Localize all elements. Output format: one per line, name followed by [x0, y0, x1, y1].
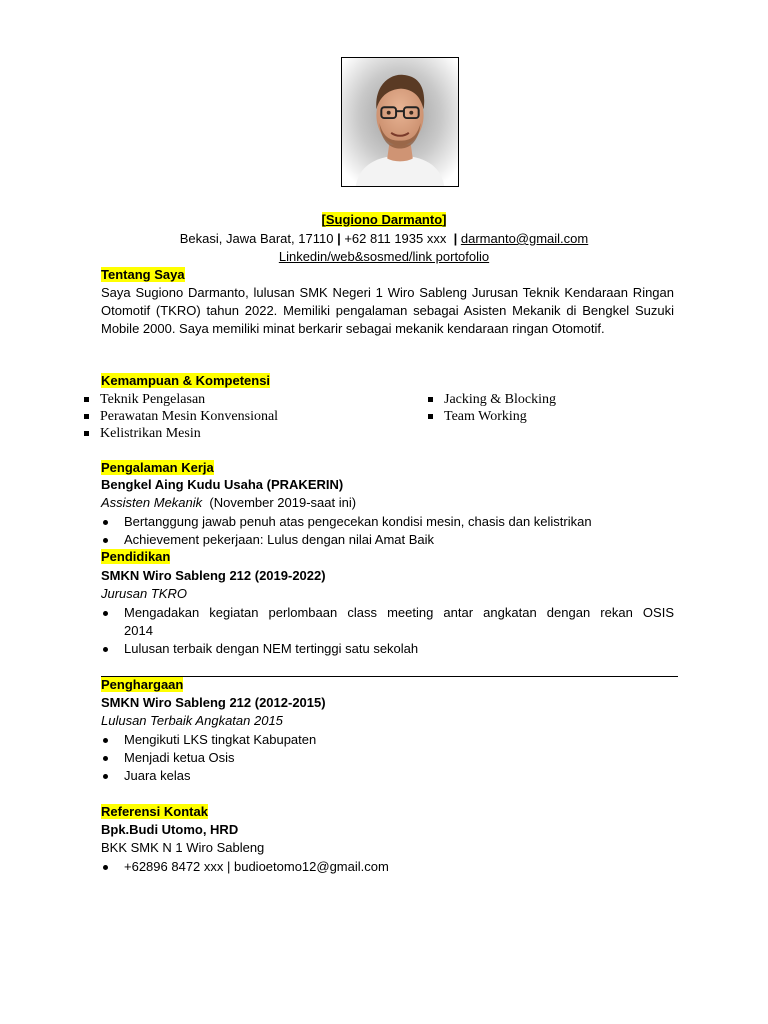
bullet-icon: [103, 520, 108, 525]
separator: |: [337, 231, 341, 246]
list-item-text: Menjadi ketua Osis: [124, 750, 235, 765]
square-bullet-icon: [428, 414, 433, 419]
bullet-icon: [103, 611, 108, 616]
skill-label: Kelistrikan Mesin: [100, 426, 201, 441]
reference-heading: [101, 804, 208, 819]
skill-label: Team Working: [444, 409, 527, 424]
skill-item: [84, 391, 278, 408]
reference-contact: +62896 8472 xxx | budioetomo12@gmail.com: [124, 859, 389, 874]
skills-left-list: [84, 391, 278, 442]
skill-item: [428, 391, 556, 408]
list-item: [101, 767, 316, 785]
reference-heading-text: Referensi Kontak: [101, 804, 208, 819]
location-text: Bekasi, Jawa Barat, 17110: [179, 231, 334, 246]
about-text: Saya Sugiono Darmanto, lulusan SMK Negeri 1 Wiro Sableng Jurusan Teknik Kendaraan Ringan Otomotif (TKRO) tahun 2022. Memiliki pengalaman sebagai Asisten Mekanik di Bengkel Suzuki Mobile 2000. Saya memiliki minat berkarir sebagai mekanik kendaraan ringan Otomotif.: [101, 285, 674, 336]
list-item-text: Achievement pekerjaan: Lulus dengan nilai Amat Baik: [124, 532, 435, 547]
square-bullet-icon: [84, 414, 89, 419]
skill-item: [84, 425, 278, 442]
portfolio-link[interactable]: Linkedin/web&sosmed/link portofolio: [278, 249, 490, 264]
skill-item: [84, 408, 278, 425]
list-item: [101, 604, 674, 640]
bracket-close: ]: [442, 212, 447, 227]
skills-right-list: [428, 391, 556, 425]
bracket-open: [: [321, 212, 326, 227]
bullet-icon: [103, 538, 108, 543]
experience-heading: [101, 460, 214, 475]
candidate-name: [0, 212, 768, 227]
list-item: [101, 513, 592, 531]
experience-heading-text: Pengalaman Kerja: [101, 460, 214, 475]
skills-heading-text: Kemampuan & Kompetensi: [101, 373, 271, 388]
education-heading: [101, 549, 170, 564]
skill-label: Perawatan Mesin Konvensional: [100, 409, 279, 424]
contact-line: [0, 231, 768, 246]
bullet-icon: [103, 774, 108, 779]
list-item: [101, 731, 316, 749]
links-line: [0, 249, 768, 264]
experience-company: Bengkel Aing Kudu Usaha (PRAKERIN): [101, 477, 344, 492]
list-item-text: Lulusan terbaik dengan NEM tertinggi satu sekolah: [124, 641, 419, 656]
skill-item: [428, 408, 556, 425]
list-item-text-cont: 2014: [124, 623, 153, 638]
experience-bullets: [101, 513, 592, 549]
square-bullet-icon: [428, 397, 433, 402]
bullet-icon: [103, 738, 108, 743]
experience-period: (November 2019-saat ini): [209, 495, 357, 510]
list-item-text: Mengikuti LKS tingkat Kabupaten: [124, 732, 317, 747]
list-item: [101, 749, 316, 767]
reference-org: BKK SMK N 1 Wiro Sableng: [101, 840, 265, 855]
square-bullet-icon: [84, 431, 89, 436]
bullet-icon: [103, 756, 108, 761]
experience-role: Assisten Mekanik: [101, 495, 203, 510]
list-item: [101, 858, 389, 876]
skills-heading: [101, 373, 270, 388]
awards-bullets: [101, 731, 316, 785]
awards-school: SMKN Wiro Sableng 212 (2012-2015): [101, 695, 326, 710]
list-item: [101, 640, 674, 658]
experience-role-line: [101, 495, 356, 510]
list-item-text: Mengadakan kegiatan perlombaan class meeting antar angkatan dengan rekan OSIS: [124, 605, 674, 620]
profile-photo: [341, 57, 459, 187]
skill-label: Jacking & Blocking: [444, 392, 556, 407]
education-bullets: [101, 604, 674, 658]
separator: |: [453, 231, 458, 246]
reference-bullets: [101, 858, 389, 876]
email-link[interactable]: darmanto@gmail.com: [460, 231, 589, 246]
education-heading-text: Pendidikan: [101, 549, 171, 564]
phone-text: +62 811 1935 xxx: [344, 231, 447, 246]
skill-label: Teknik Pengelasan: [100, 392, 206, 407]
list-item-text: Bertanggung jawab penuh atas pengecekan kondisi mesin, chasis dan kelistrikan: [124, 514, 592, 529]
bullet-icon: [103, 647, 108, 652]
awards-heading: [101, 677, 183, 692]
about-heading: [101, 267, 185, 282]
education-major: Jurusan TKRO: [101, 586, 187, 601]
bullet-icon: [103, 865, 108, 870]
reference-name: Bpk.Budi Utomo, HRD: [101, 822, 239, 837]
name-text: Sugiono Darmanto: [325, 212, 443, 227]
education-school: SMKN Wiro Sableng 212 (2019-2022): [101, 568, 326, 583]
awards-title: Lulusan Terbaik Angkatan 2015: [101, 713, 283, 728]
about-heading-text: Tentang Saya: [101, 267, 185, 282]
square-bullet-icon: [84, 397, 89, 402]
awards-heading-text: Penghargaan: [101, 677, 184, 692]
list-item-text: Juara kelas: [124, 768, 191, 783]
section-divider: [101, 676, 678, 677]
list-item: [101, 531, 592, 549]
